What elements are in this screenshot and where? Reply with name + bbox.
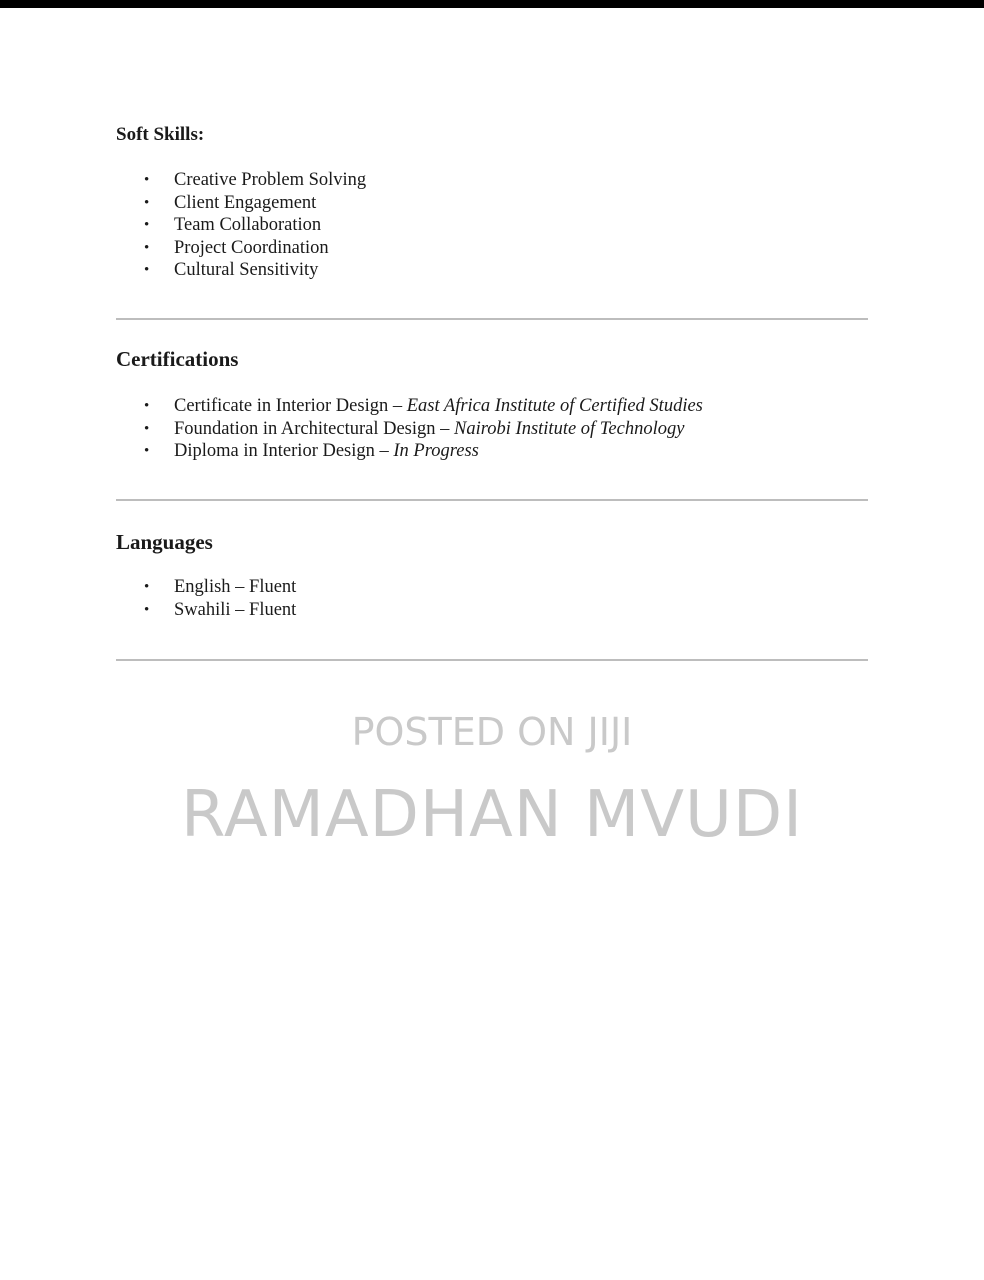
bullet-icon: • (144, 194, 150, 211)
top-border-bar (0, 0, 984, 8)
list-item (116, 576, 296, 599)
list-item (116, 259, 366, 282)
certifications-list (116, 395, 703, 463)
soft-skills-list (116, 169, 366, 282)
section-divider (116, 499, 868, 501)
list-item (116, 395, 703, 418)
certification-name: Diploma in Interior Design (174, 441, 375, 461)
soft-skill-text: Team Collaboration (174, 215, 322, 235)
bullet-icon: • (144, 579, 150, 595)
certification-name: Foundation in Architectural Design (174, 418, 436, 439)
section-divider (116, 659, 868, 661)
soft-skills-heading: Soft Skills: (116, 124, 205, 145)
language-text: English – Fluent (174, 577, 297, 597)
list-item (116, 214, 366, 237)
watermark-owner-name: RAMADHAN MVUDI (180, 778, 804, 852)
certification-separator: – (388, 396, 407, 416)
list-item (116, 418, 703, 441)
certification-separator: – (435, 418, 455, 439)
soft-skill-text: Project Coordination (174, 237, 329, 258)
bullet-icon: • (144, 217, 150, 233)
bullet-icon: • (144, 262, 150, 278)
soft-skill-text: Creative Problem Solving (174, 170, 367, 190)
certification-institution: Nairobi Institute of Technology (454, 418, 685, 439)
soft-skill-text: Cultural Sensitivity (174, 260, 319, 280)
certification-institution: In Progress (393, 441, 479, 461)
bullet-icon: • (144, 172, 150, 188)
section-divider (116, 318, 868, 320)
bullet-icon: • (144, 443, 150, 459)
bullet-icon: • (144, 398, 150, 414)
certification-separator: – (374, 441, 394, 461)
certification-institution: East Africa Institute of Certified Studies (406, 396, 703, 416)
certifications-heading: Certifications (116, 347, 239, 371)
bullet-icon: • (144, 239, 150, 256)
certification-name: Certificate in Interior Design (174, 396, 389, 416)
languages-heading: Languages (116, 530, 213, 554)
list-item (116, 237, 366, 260)
bullet-icon: • (144, 420, 150, 437)
watermark-posted-on: POSTED ON JIJI (351, 710, 633, 754)
bullet-icon: • (144, 601, 150, 618)
list-item (116, 192, 366, 215)
list-item (116, 440, 703, 463)
soft-skill-text: Client Engagement (174, 192, 317, 213)
list-item (116, 599, 296, 622)
list-item (116, 169, 366, 192)
language-text: Swahili – Fluent (174, 599, 297, 620)
languages-list (116, 576, 296, 621)
